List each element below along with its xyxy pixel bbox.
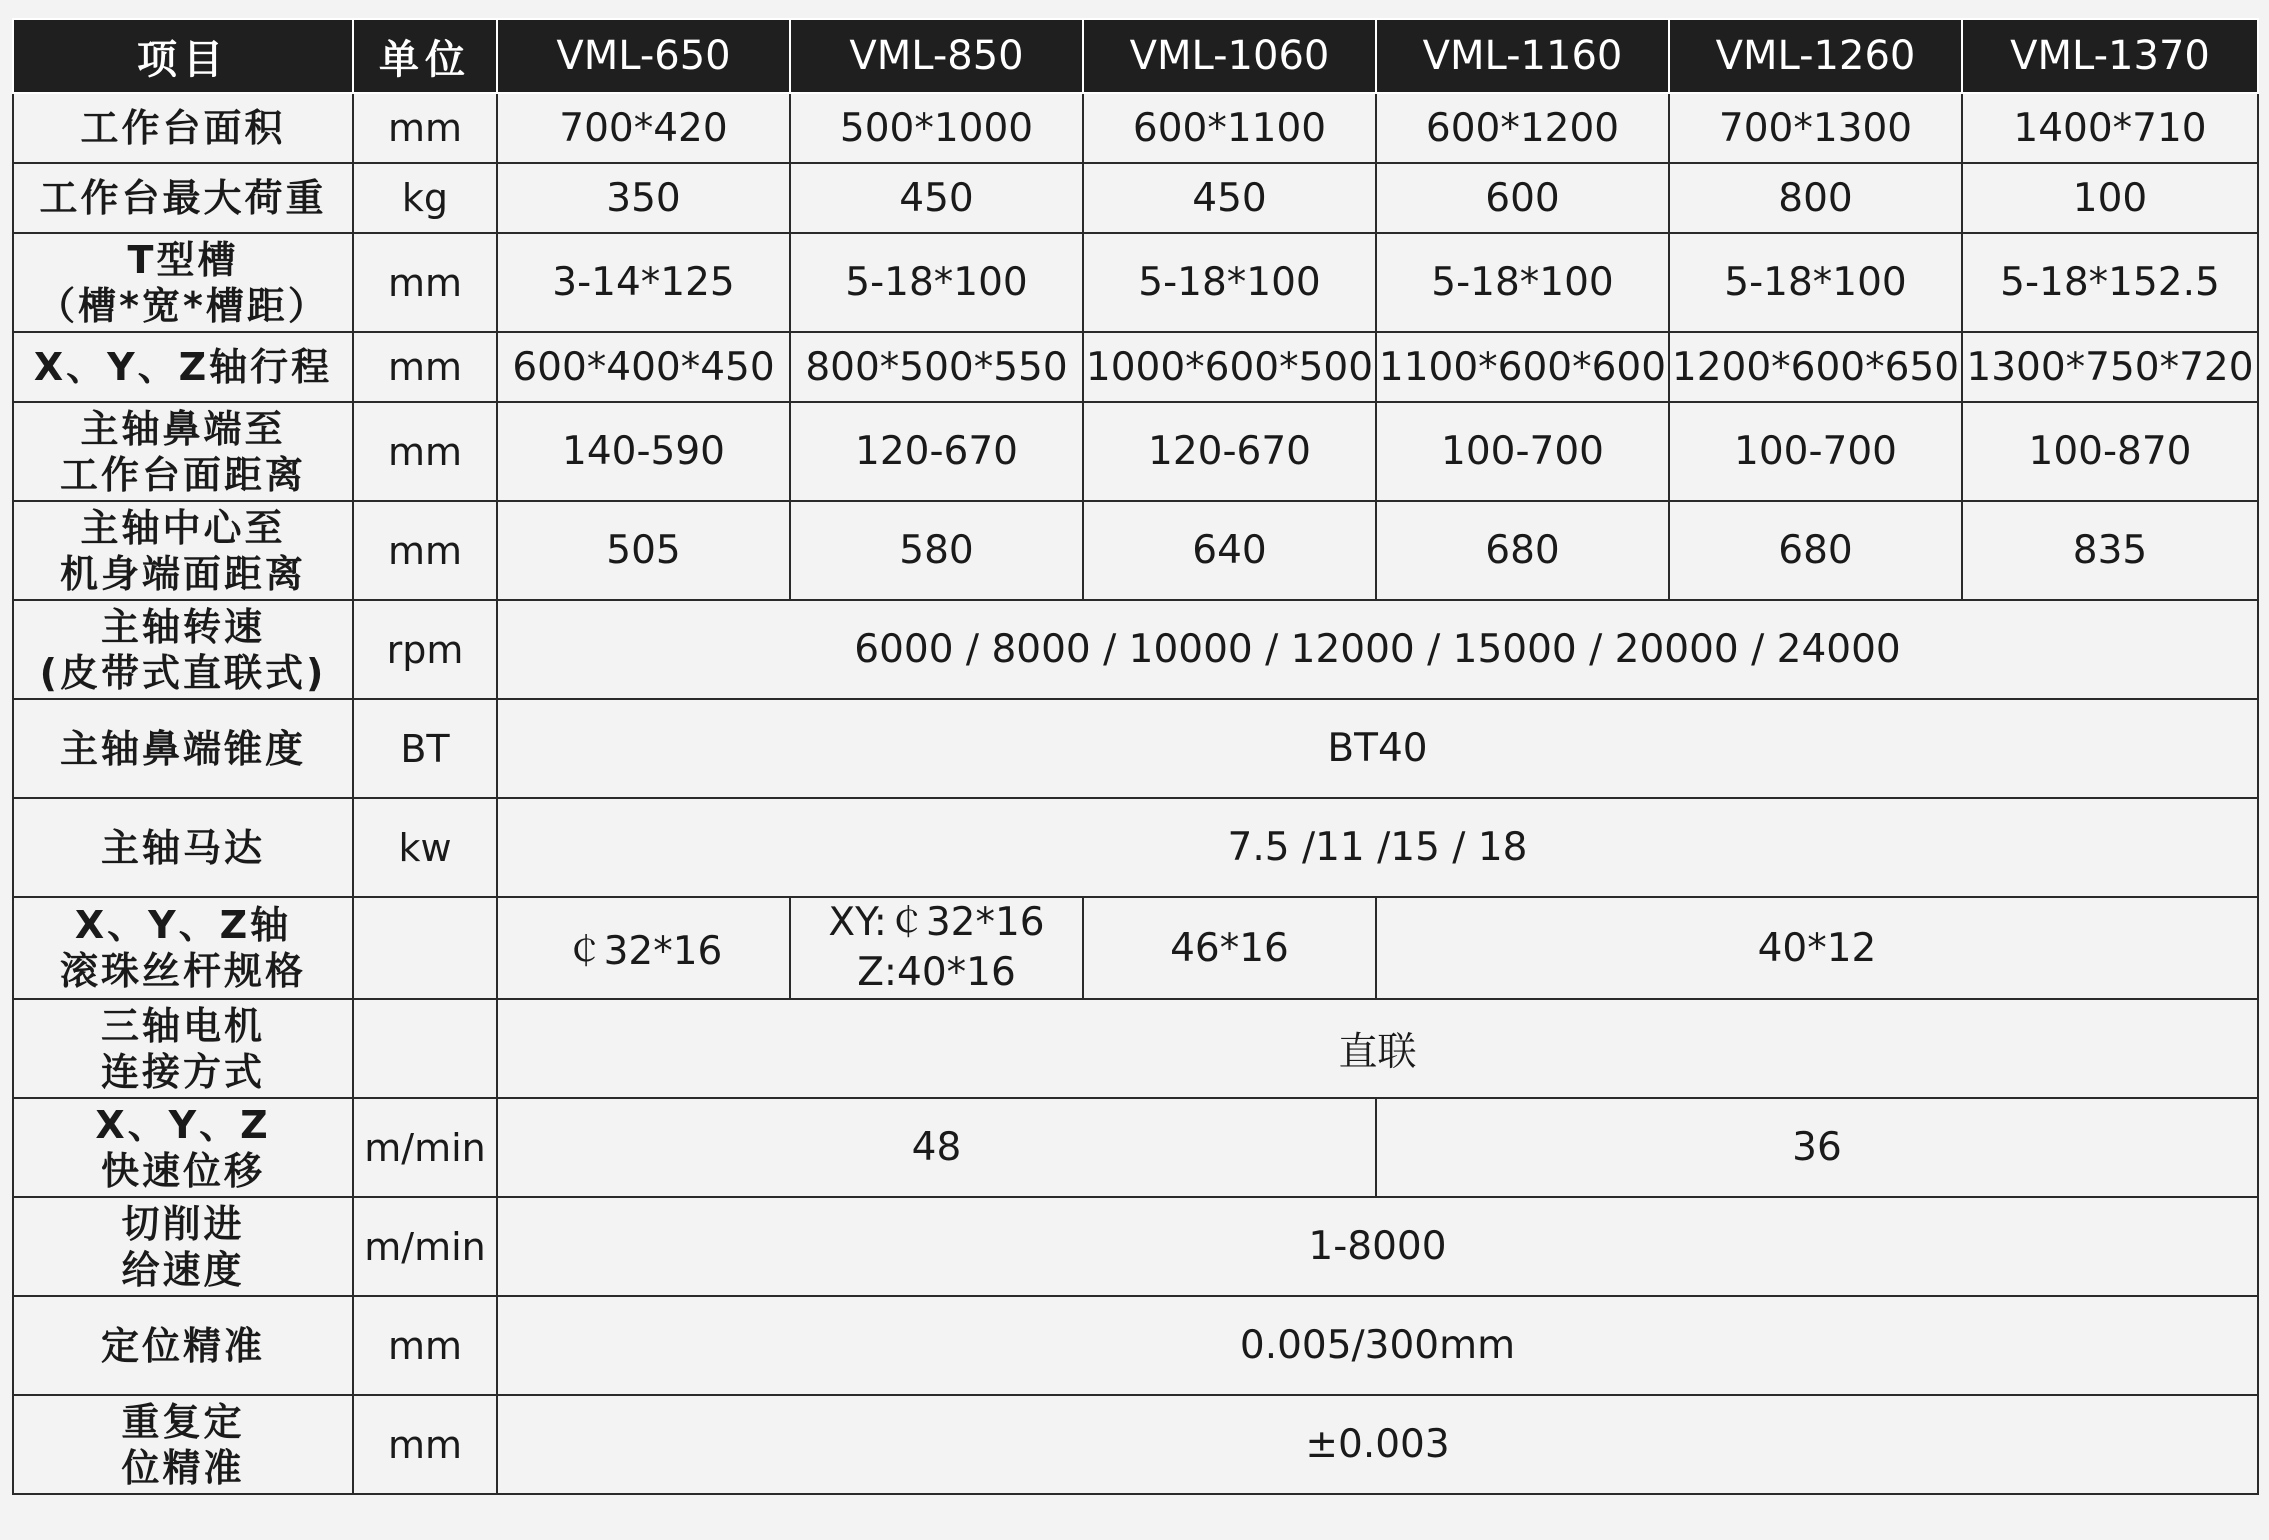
table-cell: 0.005/300mm: [497, 1296, 2258, 1395]
row-label-line: 主轴中心至: [80, 505, 286, 550]
row-unit: BT: [353, 699, 497, 798]
row-label: [13, 897, 353, 999]
table-row: [13, 600, 2258, 699]
row-label: [13, 402, 353, 501]
row-unit: kg: [353, 163, 497, 233]
row-label: [13, 600, 353, 699]
table-cell: 800: [1669, 163, 1962, 233]
table-row: [13, 1197, 2258, 1296]
table-cell: 600*1100: [1083, 93, 1376, 163]
row-unit: m/min: [353, 1098, 497, 1197]
row-label-line: 位精准: [121, 1445, 245, 1490]
table-cell: 1100*600*600: [1376, 332, 1669, 402]
row-label-line: X、Y、Z轴: [74, 903, 292, 947]
row-label-line: 滚珠丝杆规格: [59, 949, 306, 993]
row-label-line: （槽*宽*槽距）: [37, 283, 329, 328]
table-cell: 680: [1376, 501, 1669, 600]
row-label-line: 给速度: [121, 1247, 245, 1292]
header-unit: 单位: [353, 19, 497, 93]
row-label: 工作台最大荷重: [13, 163, 353, 233]
table-row: [13, 163, 2258, 233]
table-cell: 835: [1962, 501, 2258, 600]
table-row: [13, 402, 2258, 501]
table-row: [13, 999, 2258, 1098]
row-label: X、Y、Z轴行程: [13, 332, 353, 402]
table-cell: 450: [1083, 163, 1376, 233]
row-label-line: (皮带式直联式): [39, 650, 327, 695]
row-label: 定位精准: [13, 1296, 353, 1395]
row-label-line: 重复定: [121, 1399, 245, 1444]
cell-line: Z:40*16: [857, 950, 1016, 995]
table-cell: 450: [790, 163, 1083, 233]
table-cell: 1200*600*650: [1669, 332, 1962, 402]
header-model-1160: VML-1160: [1376, 19, 1669, 93]
table-cell: 800*500*550: [790, 332, 1083, 402]
header-model-1370: VML-1370: [1962, 19, 2258, 93]
table-row: [13, 1098, 2258, 1197]
table-row: [13, 93, 2258, 163]
table-row: [13, 1296, 2258, 1395]
table-cell: 700*420: [497, 93, 790, 163]
header-model-1260: VML-1260: [1669, 19, 1962, 93]
row-unit: mm: [353, 402, 497, 501]
header-item: 项目: [13, 19, 353, 93]
row-label: 主轴鼻端锥度: [13, 699, 353, 798]
row-label-line: 三轴电机: [100, 1003, 265, 1048]
row-label: [13, 233, 353, 332]
table-row: [13, 501, 2258, 600]
table-cell: 600*400*450: [497, 332, 790, 402]
row-unit: [353, 999, 497, 1098]
table-cell: 1400*710: [1962, 93, 2258, 163]
row-label-line: 机身端面距离: [59, 551, 306, 596]
spec-table: [12, 18, 2259, 1495]
row-unit: [353, 897, 497, 999]
row-unit: mm: [353, 332, 497, 402]
row-label: [13, 501, 353, 600]
table-cell: 48: [497, 1098, 1376, 1197]
header-row: [13, 19, 2258, 93]
table-cell: 120-670: [1083, 402, 1376, 501]
row-label: [13, 999, 353, 1098]
table-cell: 6000 / 8000 / 10000 / 12000 / 15000 / 20000 / 24000: [497, 600, 2258, 699]
header-model-1060: VML-1060: [1083, 19, 1376, 93]
row-label: [13, 1395, 353, 1494]
table-cell: 700*1300: [1669, 93, 1962, 163]
table-cell: 5-18*152.5: [1962, 233, 2258, 332]
row-unit: mm: [353, 1395, 497, 1494]
row-unit: mm: [353, 233, 497, 332]
row-label: 主轴马达: [13, 798, 353, 897]
table-cell: 5-18*100: [1083, 233, 1376, 332]
header-model-650: VML-650: [497, 19, 790, 93]
table-cell: 直联: [497, 999, 2258, 1098]
row-label-line: 工作台面距离: [59, 452, 306, 497]
table-cell: 36: [1376, 1098, 2258, 1197]
row-unit: kw: [353, 798, 497, 897]
table-cell: 3-14*125: [497, 233, 790, 332]
table-cell: 7.5 /11 /15 / 18: [497, 798, 2258, 897]
row-unit: rpm: [353, 600, 497, 699]
table-cell: 580: [790, 501, 1083, 600]
table-cell: 600*1200: [1376, 93, 1669, 163]
table-cell: 5-18*100: [1669, 233, 1962, 332]
row-label-line: 主轴转速: [100, 604, 265, 649]
row-label: [13, 1098, 353, 1197]
table-cell: [790, 897, 1083, 999]
table-row: [13, 798, 2258, 897]
table-cell: 140-590: [497, 402, 790, 501]
table-row: [13, 1395, 2258, 1494]
table-cell: ￠32*16: [497, 897, 790, 999]
row-label-line: 连接方式: [100, 1049, 265, 1094]
table-cell: 640: [1083, 501, 1376, 600]
table-cell: 100-870: [1962, 402, 2258, 501]
row-label-line: 快速位移: [100, 1148, 265, 1193]
row-label-line: X、Y、Z: [95, 1102, 271, 1147]
table-cell: 1300*750*720: [1962, 332, 2258, 402]
table-cell: BT40: [497, 699, 2258, 798]
table-cell: 350: [497, 163, 790, 233]
table-cell: 600: [1376, 163, 1669, 233]
row-label-line: T型槽: [127, 237, 239, 282]
table-cell: 120-670: [790, 402, 1083, 501]
row-label-line: 切削进: [121, 1201, 245, 1246]
table-row: [13, 233, 2258, 332]
table-cell: 100-700: [1669, 402, 1962, 501]
row-unit: mm: [353, 1296, 497, 1395]
table-row: [13, 699, 2258, 798]
table-row: [13, 332, 2258, 402]
row-unit: m/min: [353, 1197, 497, 1296]
table-cell: 500*1000: [790, 93, 1083, 163]
table-cell: 100-700: [1376, 402, 1669, 501]
table-cell: 40*12: [1376, 897, 2258, 999]
table-cell: 505: [497, 501, 790, 600]
table-cell: 100: [1962, 163, 2258, 233]
table-cell: 1000*600*500: [1083, 332, 1376, 402]
row-label: [13, 1197, 353, 1296]
table-cell: 1-8000: [497, 1197, 2258, 1296]
table-cell: 46*16: [1083, 897, 1376, 999]
table-cell: 680: [1669, 501, 1962, 600]
table-cell: 5-18*100: [790, 233, 1083, 332]
header-model-850: VML-850: [790, 19, 1083, 93]
table-cell: ±0.003: [497, 1395, 2258, 1494]
row-unit: mm: [353, 93, 497, 163]
table-cell: 5-18*100: [1376, 233, 1669, 332]
row-label-line: 主轴鼻端至: [80, 406, 286, 451]
row-label: 工作台面积: [13, 93, 353, 163]
table-row: [13, 897, 2258, 999]
row-unit: mm: [353, 501, 497, 600]
cell-line: XY:￠32*16: [828, 900, 1045, 945]
